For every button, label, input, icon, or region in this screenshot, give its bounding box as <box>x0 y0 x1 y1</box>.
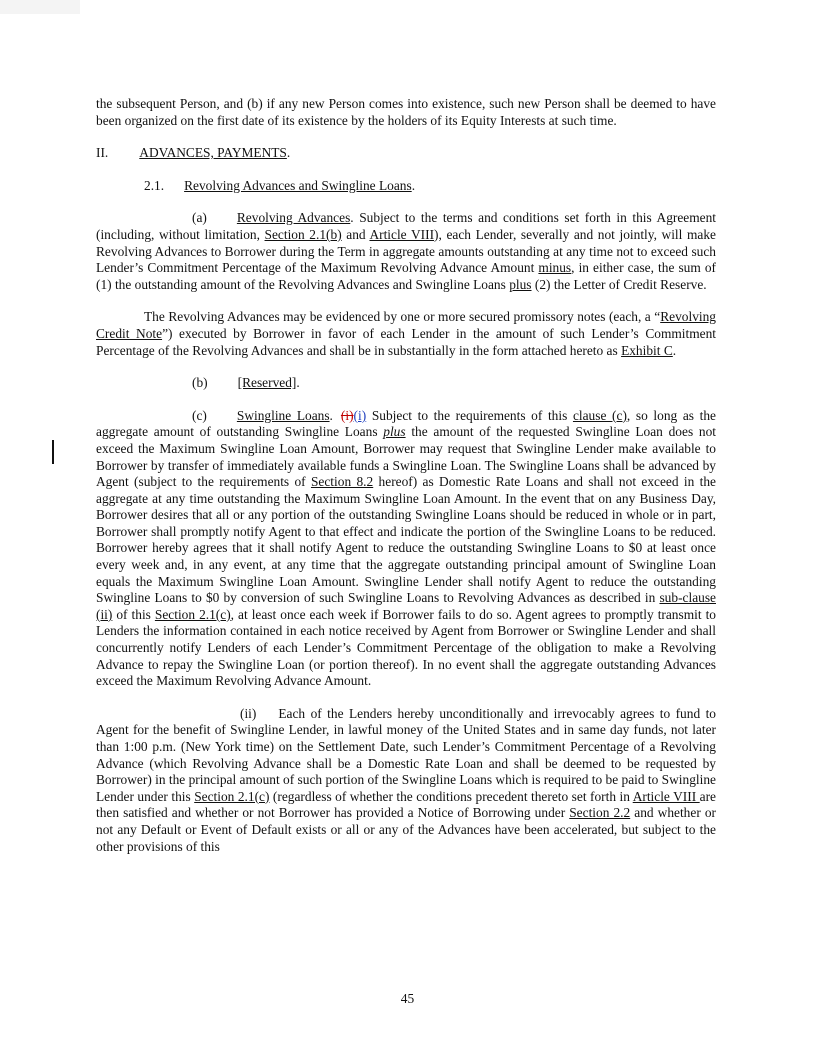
emphasis-plus: plus <box>509 276 532 292</box>
document-page <box>96 96 716 855</box>
paragraph-ii-text: Each of the Lenders hereby unconditionally and irrevocably agrees to fund to Agent for the benefit of Swingline Lender, in lawful money of the United States and in same day funds, not later than 1:00 p.m. (New York time) on the Settlement Date, such Lender’s Commitment Percentage of a Revolving Advance (which Revolving Advance shall be a Domestic Rate Loan and shall be deemed to be requested by Borrower) in the principal amount of such portion of the Swingline Loans which is required to be paid to Swingline Lender under this <box>96 705 716 804</box>
paragraph-c-title: Swingline Loans <box>236 407 330 423</box>
paragraph-a-text: . Subject to the terms and conditions set forth in this Agreement (including, without limitation, <box>96 210 717 242</box>
page-number: 45 <box>400 991 415 1006</box>
cross-reference: Section 2.1(b) <box>264 226 342 242</box>
paragraph-c-text: , so long as the aggregate amount of outstanding Swingline Loans <box>96 407 717 440</box>
paragraph-a-title: Revolving Advances <box>236 210 351 226</box>
notes-text: ”) executed by Borrower in favor of each Lender in the amount of such Lender’s Commitment Percentage of the Revolving Advances and shall be in substantially in the form attached hereto as <box>96 325 716 358</box>
article-number: II. <box>96 145 109 161</box>
paragraph-a-text: ), each Lender, severally and not jointly, will make Revolving Advances to Borrower during the Term in aggregate amounts outstanding at any time not to exceed such Lender’s Commitment Percentage of the Maximum Revolving Advance Amount <box>96 226 716 276</box>
paragraph-b-period: . <box>296 375 300 391</box>
article-title-period: . <box>286 145 291 161</box>
exhibit-reference: Exhibit C <box>621 342 673 358</box>
revision-change-bar <box>52 440 54 464</box>
cross-reference: Section 8.2 <box>310 474 374 490</box>
paragraph-b-text: [Reserved] <box>237 375 297 391</box>
paragraph-a <box>96 210 716 293</box>
paragraph-a-label: (a) <box>192 210 207 226</box>
intro-paragraph <box>96 96 716 129</box>
notes-text: . <box>672 342 677 358</box>
notes-paragraph <box>96 309 716 359</box>
paragraph-b-label: (b) <box>192 375 208 391</box>
cross-reference: clause (c) <box>572 407 627 423</box>
cross-reference: Section 2.2 <box>569 805 631 821</box>
paragraph-a-text: and <box>341 226 370 242</box>
scan-artifact <box>0 0 80 14</box>
paragraph-c-text: hereof) as Domestic Rate Loans and shall not exceed in the aggregate at any time outstanding the Maximum Swingline Loan Amount. In the event that on any Business Day, Borrower desires that all or any portion of the outstanding Swingline Loans should be reduced in whole or in part, Borrower shall promptly notify Agent to that effect and indicate the portion of the Swingline Loans to be reduced. Borrower hereby agrees that it shall notify Agent to reduce the outstanding Swingline Loans to $0 at least once every week and, in any event, at any time that the aggregate outstanding principal amount of Swingline Loan equals the Maximum Swingline Loan Amount. Swingline Lender shall notify Agent to reduce the outstanding Swingline Loans to $0 by conversion of such Swingline Loans to Revolving Advances as described in <box>96 474 716 606</box>
paragraph-c-label: (c) <box>192 407 207 423</box>
notes-text: The Revolving Advances may be evidenced by one or more secured promissory notes (each, a “ <box>144 309 661 325</box>
article-title: ADVANCES, PAYMENTS <box>139 145 287 161</box>
section-number: 2.1. <box>144 177 165 193</box>
paragraph-c <box>96 408 716 690</box>
paragraph-c-text: Subject to the requirements of this <box>366 407 573 423</box>
defined-term: Revolving Credit Note <box>96 309 716 341</box>
emphasis-plus: plus <box>383 424 406 440</box>
cross-reference: sub-clause (ii) <box>96 590 716 622</box>
paragraph-c-text: of this <box>112 606 155 622</box>
paragraph-a-text: , in either case, the sum of (1) the outstanding amount of the Revolving Advances and Swingline Loans <box>96 260 716 292</box>
article-heading <box>96 145 716 162</box>
cross-reference: Article VIII <box>369 226 435 242</box>
section-heading <box>96 178 716 195</box>
tracked-insertion: (i) <box>353 407 367 423</box>
paragraph-ii-text: and whether or not any Default or Event of Default exists or all or any of the Advances have been accelerated, but subject to the other provisions of this <box>96 805 716 854</box>
paragraph-a-text: (2) the Letter of Credit Reserve. <box>531 276 707 292</box>
paragraph-b <box>96 375 716 392</box>
cross-reference: Section 2.1(c) <box>154 606 231 622</box>
paragraph-ii-label: (ii) <box>240 705 257 721</box>
section-title: Revolving Advances and Swingline Loans <box>184 177 412 193</box>
section-title-period: . <box>411 177 416 193</box>
paragraph-c-text: , at least once each week if Borrower fails to do so. Agent agrees to promptly transmit to Lenders the information contained in each notice received by Agent from Borrower or Swingline Lender and shall concurrently notify Lenders of each Lender’s Commitment Percentage of the obligation to make a Revolving Advance to repay the Swingline Loan (or portion thereof). In no event shall the aggregate outstanding Advances exceed the Maximum Revolving Advance Amount. <box>96 606 716 689</box>
paragraph-ii-text: are then satisfied and whether or not Borrower has provided a Notice of Borrowing under <box>96 788 717 821</box>
intro-text: the subsequent Person, and (b) if any new Person comes into existence, such new Person shall be deemed to have been organized on the first date of its existence by the holders of its Equity Interests at such time. <box>96 96 716 128</box>
paragraph-ii <box>96 706 716 855</box>
paragraph-c-text: the amount of the requested Swingline Loan does not exceed the Maximum Swingline Loan Amount, Borrower may request that Swingline Lender make available to Borrower by transfer of immediately available funds a Swingline Loan. The Swingline Loans shall be advanced by Agent (subject to the requirements of <box>96 424 716 490</box>
paragraph-ii-text: (regardless of whether the conditions precedent thereto set forth in <box>269 788 633 804</box>
tracked-deletion: (i) <box>340 407 354 423</box>
cross-reference: Article VIII <box>632 788 700 804</box>
emphasis-minus: minus <box>538 260 572 276</box>
cross-reference: Section 2.1(c) <box>194 788 270 804</box>
paragraph-c-period: . <box>329 407 333 423</box>
